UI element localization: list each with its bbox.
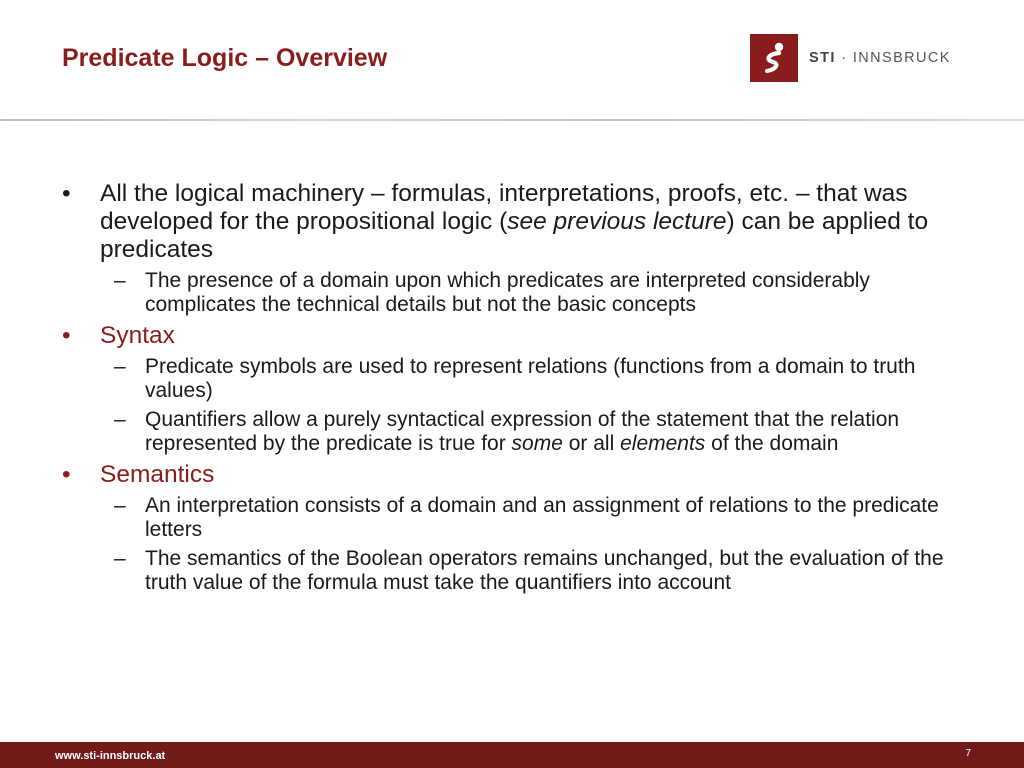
sub-bullet-item [62,269,982,317]
sub-bullet-text [145,547,944,594]
logo-name: INNSBRUCK [852,50,951,66]
emphasis-text: some [511,432,563,455]
sti-logo [750,34,951,82]
dash-icon: – [114,355,126,378]
dash-icon: – [114,408,126,431]
footer-url: www.sti-innsbruck.at [55,750,166,762]
text-run: Syntax [100,322,175,349]
dash-icon: – [114,494,126,517]
sub-bullet-item [62,408,982,456]
text-run: The presence of a domain upon which predicates are interpreted considerably complicates the technical details but not the basic concepts [145,269,870,316]
sub-bullet-item [62,547,982,595]
text-run: The semantics of the Boolean operators remains unchanged, but the evaluation of the truth value of the formula must take the quantifiers into account [145,547,944,594]
slide-content [62,180,982,600]
sub-bullet-text [145,494,939,541]
bullet-icon: • [62,461,71,488]
page-number: 7 [965,748,971,759]
text-run: Semantics [100,461,215,488]
header-divider [0,119,1024,121]
dash-icon: – [114,547,126,570]
sti-logo-icon [750,34,798,82]
logo-brand: STI [809,50,836,66]
emphasis-text: see previous lecture [507,208,727,235]
bullet-text [100,322,175,349]
sub-bullet-item [62,494,982,542]
bullet-item [62,180,982,264]
dash-icon: – [114,269,126,292]
text-run: ) can be applied to predicates [100,208,929,263]
text-run: An interpretation consists of a domain and an assignment of relations to the predicate letters [145,494,939,541]
text-run: All the logical machinery – formulas, interpretations, proofs, etc. – that was developed for the propositional logic ( [100,180,908,235]
bullet-icon: • [62,180,71,207]
bullet-item [62,461,982,489]
slide-title: Predicate Logic – Overview [62,44,388,72]
bullet-text [100,180,928,263]
logo-separator: · [835,50,853,66]
text-run: Quantifiers allow a purely syntactical expression of the statement that the relation represented by the predicate is true for [145,408,900,455]
text-run: Predicate symbols are used to represent relations (functions from a domain to truth values) [145,355,916,402]
text-run: or all [562,432,621,455]
text-run: of the domain [705,432,839,455]
bullet-icon: • [62,322,71,349]
sub-bullet-text [145,355,915,402]
emphasis-text: elements [620,432,706,455]
bullet-item [62,322,982,350]
sub-bullet-item [62,355,982,403]
footer-bar [0,742,1024,768]
bullet-text [100,461,214,488]
sub-bullet-text [145,408,899,455]
sub-bullet-text [145,269,870,316]
logo-text [809,50,951,66]
